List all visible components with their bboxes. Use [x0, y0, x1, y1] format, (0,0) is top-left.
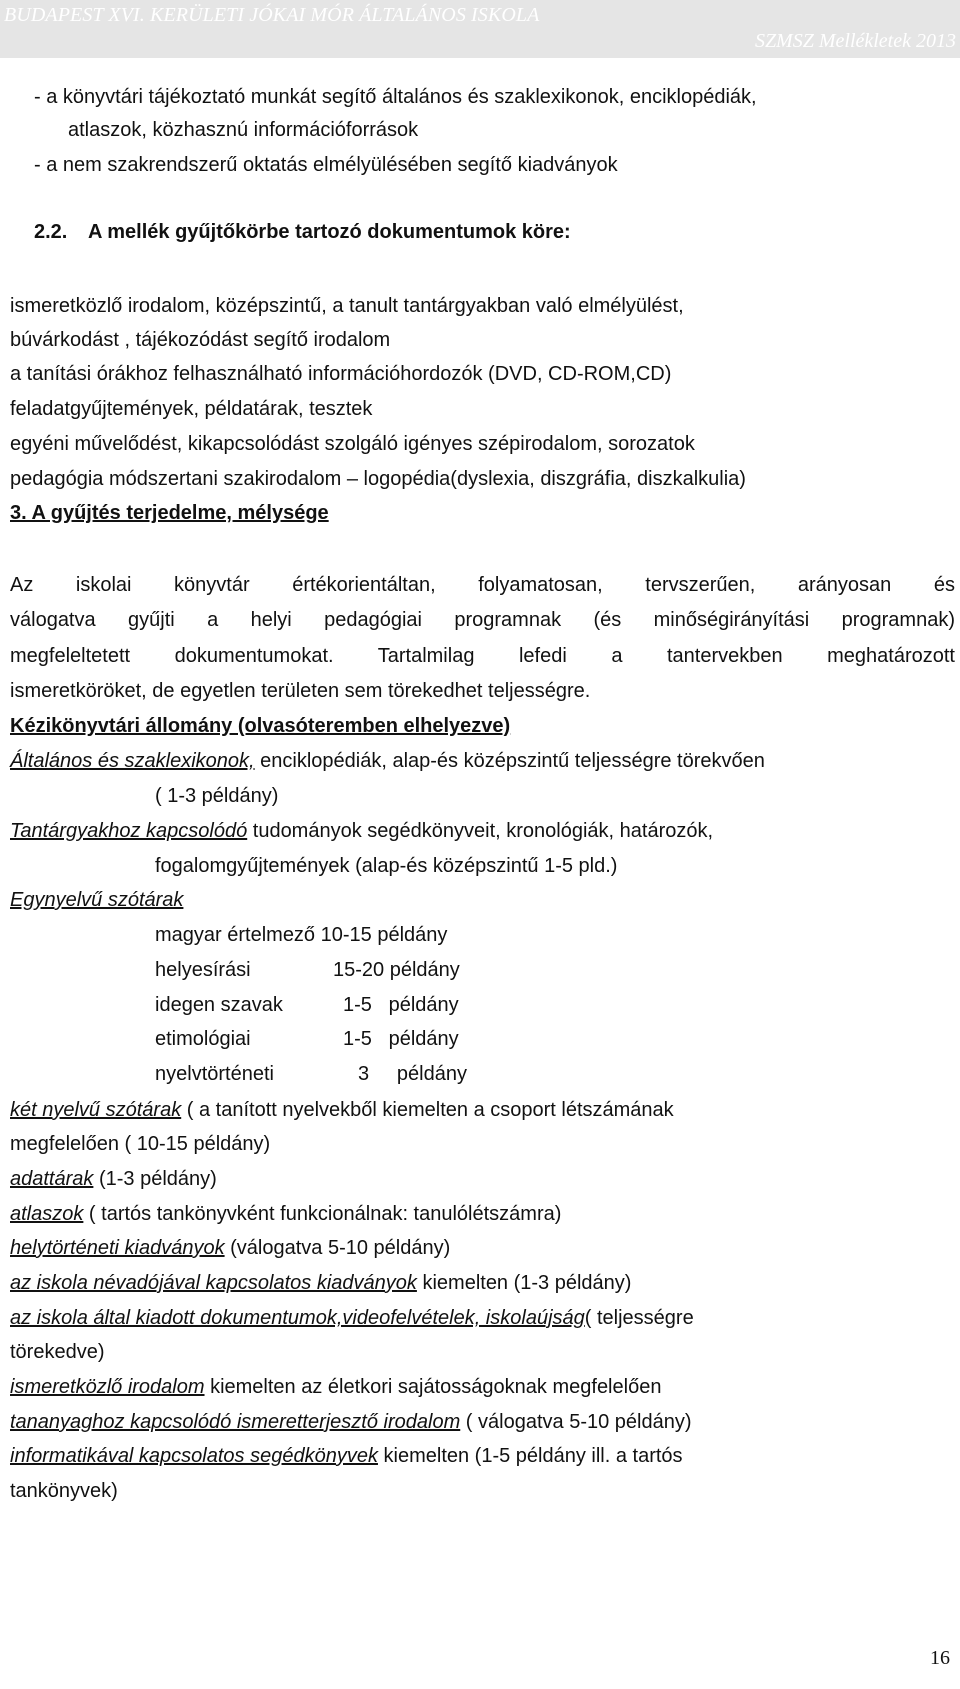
list-item: [10, 1201, 561, 1227]
scope-line-3: a tanítási órákhoz felhasználható információhordozók (DVD, CD-ROM,CD): [10, 363, 672, 385]
school-name: BUDAPEST XVI. KERÜLETI JÓKAI MÓR ÁLTALÁNOS ISKOLA: [4, 4, 540, 26]
list-item-label: atlaszok: [10, 1203, 84, 1225]
section-3-paragraph-line-4: ismeretköröket, de egyetlen területen sem törekedhet teljességre.: [10, 680, 591, 702]
list-item-text: (válogatva 5-10 példány): [224, 1237, 451, 1259]
list-item-label: tananyaghoz kapcsolódó ismeretterjesztő irodalom: [10, 1411, 461, 1433]
school-documents-text: ( teljességre: [584, 1307, 694, 1329]
intro-item-1-cont: atlaszok, közhasznú információforrások: [68, 119, 419, 141]
bilingual-dictionaries-text: ( a tanított nyelvekből kiemelten a csoport létszámának: [181, 1099, 674, 1121]
list-item-text: ( válogatva 5-10 példány): [460, 1411, 692, 1433]
subject-books-text: tudományok segédkönyveit, kronológiák, határozók,: [247, 820, 714, 842]
dict-qty-4: 1-5 példány: [343, 1028, 459, 1050]
scope-line-1: ismeretközlő irodalom, középszintű, a tanult tantárgyakban való elmélyülést,: [10, 295, 684, 317]
section-2-2-number: 2.2.: [34, 221, 68, 243]
list-item: [10, 1374, 661, 1400]
list-item-cont: tankönyvek): [10, 1480, 118, 1502]
section-2-2-title: A mellék gyűjtőkörbe tartozó dokumentumok köre:: [88, 221, 571, 243]
list-item-text: (1-3 példány): [93, 1168, 217, 1190]
list-item-label: informatikával kapcsolatos segédkönyvek: [10, 1445, 378, 1467]
list-item-label: ismeretközlő irodalom: [10, 1376, 205, 1398]
list-item-text: kiemelten (1-5 példány ill. a tartós: [377, 1445, 683, 1467]
list-item: [10, 1443, 683, 1469]
dict-qty-5: 3 példány: [358, 1063, 467, 1085]
dict-name-4: etimológiai: [155, 1028, 251, 1050]
scope-line-6: pedagógia módszertani szakirodalom – logopédia(dyslexia, diszgráfia, diszkalkulia): [10, 468, 746, 490]
dict-name-1: magyar értelmező 10-15 példány: [155, 924, 448, 946]
list-item-text: kiemelten az életkori sajátosságoknak megfelelően: [204, 1376, 662, 1398]
general-lexicons-count: ( 1-3 példány): [155, 785, 279, 807]
intro-item-1: - a könyvtári tájékoztató munkát segítő általános és szaklexikonok, enciklopédiák,: [34, 86, 757, 108]
dict-qty-3: 1-5 példány: [343, 994, 459, 1016]
list-item-text: ( tartós tankönyvként funkcionálnak: tanulólétszámra): [83, 1203, 562, 1225]
dict-qty-2: 15-20 példány: [333, 959, 460, 981]
list-item: [10, 1166, 217, 1192]
page-number: 16: [930, 1647, 950, 1669]
general-lexicons-line: [10, 748, 765, 774]
list-item: [10, 1270, 631, 1296]
list-item: [10, 1409, 692, 1435]
section-3-title: 3. A gyűjtés terjedelme, mélysége: [10, 502, 329, 524]
school-documents-label: az iskola által kiadott dokumentumok,videofelvételek, iskolaújság: [10, 1307, 585, 1329]
general-lexicons-text: enciklopédiák, alap-és középszintű teljességre törekvően: [254, 750, 765, 772]
monolingual-dictionaries-heading: Egynyelvű szótárak: [10, 889, 184, 911]
bilingual-dictionaries-label: két nyelvű szótárak: [10, 1099, 182, 1121]
scope-line-4: feladatgyűjtemények, példatárak, tesztek: [10, 398, 373, 420]
list-item-label: adattárak: [10, 1168, 94, 1190]
intro-item-2: - a nem szakrendszerű oktatás elmélyülésében segítő kiadványok: [34, 154, 618, 176]
section-3-paragraph-line-3: megfeleltetett dokumentumokat. Tartalmilag lefedi a tantervekben meghatározott: [10, 645, 955, 667]
section-3-paragraph-line-2: válogatva gyűjti a helyi pedagógiai programnak (és minőségirányítási programnak): [10, 609, 955, 631]
list-item-label: az iskola névadójával kapcsolatos kiadványok: [10, 1272, 417, 1294]
page-header: [0, 0, 960, 58]
scope-line-5: egyéni művelődést, kikapcsolódást szolgáló igényes szépirodalom, sorozatok: [10, 433, 695, 455]
list-item-text: kiemelten (1-3 példány): [416, 1272, 632, 1294]
dict-name-2: helyesírási: [155, 959, 251, 981]
list-item-label: helytörténeti kiadványok: [10, 1237, 225, 1259]
list-item: [10, 1235, 450, 1261]
scope-line-2: búvárkodást , tájékozódást segítő irodalom: [10, 329, 391, 351]
reference-collection-heading: Kézikönyvtári állomány (olvasóteremben elhelyezve): [10, 715, 511, 737]
bilingual-dictionaries-cont: megfelelően ( 10-15 példány): [10, 1133, 271, 1155]
document-subtitle: SZMSZ Mellékletek 2013: [754, 30, 956, 52]
general-lexicons-label: Általános és szaklexikonok,: [10, 750, 255, 772]
school-documents-cont: törekedve): [10, 1341, 105, 1363]
subject-books-label: Tantárgyakhoz kapcsolódó: [10, 820, 248, 842]
dict-name-3: idegen szavak: [155, 994, 283, 1016]
subject-books-cont: fogalomgyűjtemények (alap-és középszintű 1-5 pld.): [155, 855, 618, 877]
section-3-paragraph-line-1: Az iskolai könyvtár értékorientáltan, folyamatosan, tervszerűen, arányosan és: [10, 574, 955, 596]
subject-books-line: [10, 818, 713, 844]
school-documents-line: [10, 1305, 694, 1331]
bilingual-dictionaries-line: [10, 1097, 674, 1123]
dict-name-5: nyelvtörténeti: [155, 1063, 274, 1085]
